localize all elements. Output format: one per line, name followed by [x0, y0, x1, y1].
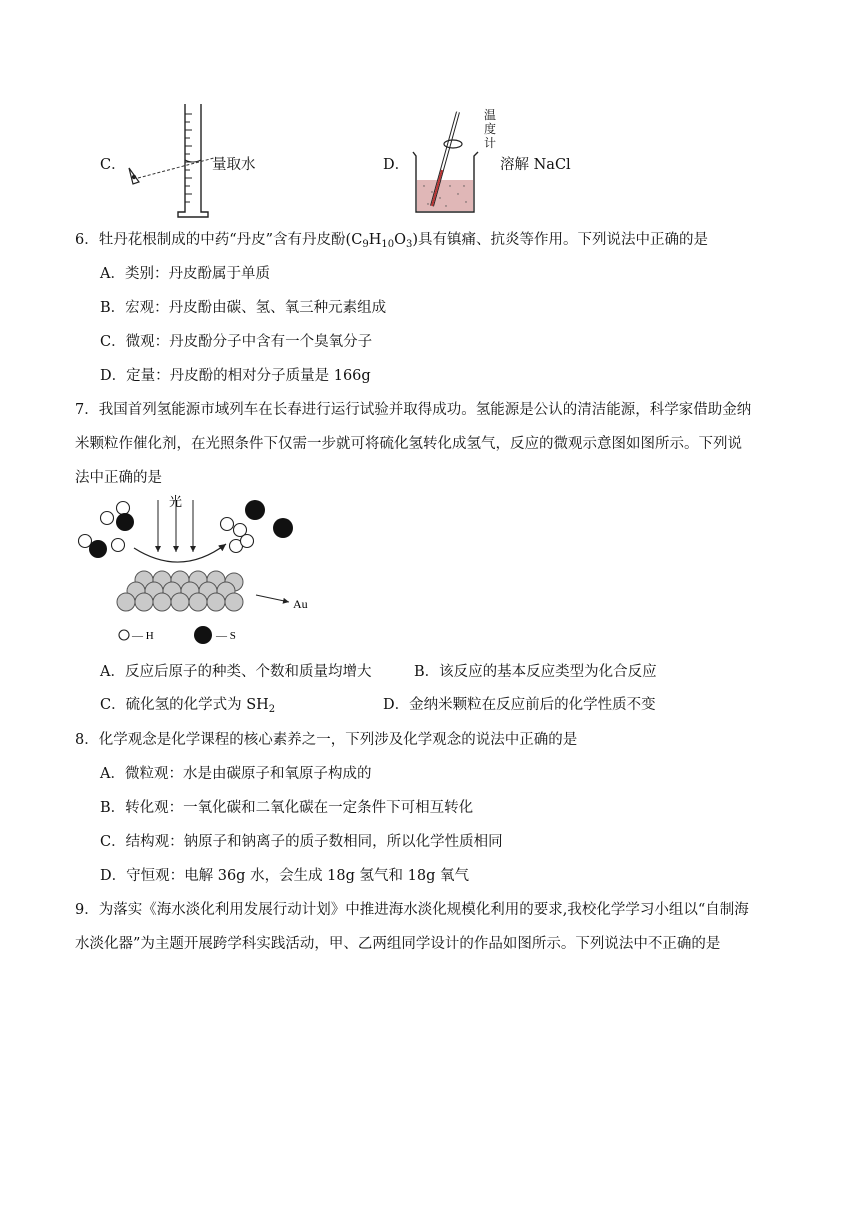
- q6-option-d: D．定量：丹皮酚的相对分子质量是 166g: [100, 368, 371, 384]
- question-7-line-2: 米颗粒作催化剂，在光照条件下仅需一步就可将硫化氢转化成氢气，反应的微观示意图如图所示。下列说: [75, 436, 742, 452]
- q6-option-c: C．微观：丹皮酚分子中含有一个臭氧分子: [100, 334, 373, 350]
- q7-option-b: B．该反应的基本反应类型为化合反应: [414, 664, 657, 680]
- option-d-caption: 溶解 NaCl: [500, 157, 571, 173]
- q7-option-c: C．硫化氢的化学式为 $SH_2$: [100, 697, 276, 715]
- light-label: 光: [169, 494, 183, 509]
- option-c-caption: 量取水: [212, 157, 256, 173]
- q7-option-a: A．反应后原子的种类、个数和质量均增大: [100, 664, 372, 680]
- q8-option-d: D．守恒观：电解 36g 水，会生成 18g 氢气和 18g 氧气: [100, 868, 469, 884]
- q8-option-c: C．结构观：钠原子和钠离子的质子数相同，所以化学性质相同: [100, 834, 503, 850]
- thermometer-label-1: 温: [484, 108, 497, 122]
- au-label: Au: [293, 597, 308, 611]
- option-c-letter: C．: [100, 157, 126, 173]
- reaction-micro-diagram: [76, 490, 336, 650]
- legend-h: — H: [132, 630, 154, 642]
- legend-s: — S: [216, 630, 236, 642]
- question-9-line-1: 9．为落实《海水淡化利用发展行动计划》中推进海水淡化规模化利用的要求,我校化学学习小组以“自制海: [75, 902, 749, 918]
- option-d-letter: D．: [383, 157, 410, 173]
- thermometer-label-2: 度: [484, 122, 497, 136]
- q8-option-a: A．微粒观：水是由碳原子和氧原子构成的: [100, 766, 372, 782]
- thermometer-label-3: 计: [484, 136, 497, 150]
- question-7-line-3: 法中正确的是: [75, 470, 162, 486]
- question-8-stem: 8．化学观念是化学课程的核心素养之一，下列涉及化学观念的说法中正确的是: [75, 732, 578, 748]
- q7-option-d: D．金纳米颗粒在反应前后的化学性质不变: [383, 697, 656, 713]
- question-6-stem: 6．牡丹花根制成的中药“丹皮”含有丹皮酚$(C_9H_{10}O_3)$具有镇痛、抗炎等作用。下列说法中正确的是: [75, 232, 708, 250]
- q6-option-b: B．宏观：丹皮酚由碳、氢、氧三种元素组成: [100, 300, 387, 316]
- question-7-line-1: 7．我国首列氢能源市域列车在长春进行运行试验并取得成功。氢能源是公认的清洁能源，科学家借助金纳: [75, 402, 752, 418]
- question-9-line-2: 水淡化器”为主题开展跨学科实践活动，甲、乙两组同学设计的作品如图所示。下列说法中不正确的是: [75, 936, 721, 952]
- q8-option-b: B．转化观：一氧化碳和二氧化碳在一定条件下可相互转化: [100, 800, 474, 816]
- q6-option-a: A．类别：丹皮酚属于单质: [100, 266, 270, 282]
- beaker-thermometer-figure: [408, 106, 488, 218]
